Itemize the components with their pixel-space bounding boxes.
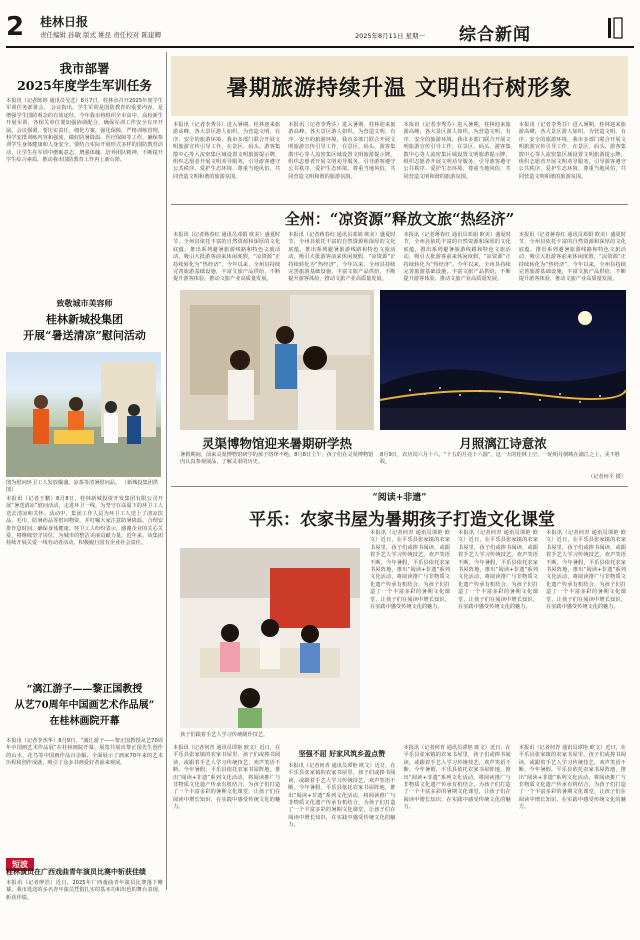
pingle-body-col: 本报讯（记者何青 通讯员谭艳 欧文）近日，在平乐县张家镇的农家书屋里，孩子们或捧书阅读，或跟着手艺人学习传统技艺，欢声笑语不断。今年暑假，平乐县依托农家书屋阵地，推出“阅读+非遗”系列文化活动，将阅读推广与非物质文化遗产传承有机结合，为孩子们打造了一个丰富多彩的暑期文化课堂，让孩子们在阅读中增长知识，在实践中感受传统文化的魅力。 bbox=[370, 530, 450, 611]
lead-headline: 暑期旅游持续升温 文明出行树形象 bbox=[226, 76, 573, 101]
headline-line: “漓江游子——黎正国教授 bbox=[26, 684, 143, 695]
pingle-body-col: 本报讯（记者何青 通讯员谭艳 欧文）近日，在平乐县张家镇的农家书屋里，孩子们或捧书阅读，或跟着手艺人学习传统技艺，欢声笑语不断。今年暑假，平乐县依托农家书屋阵地，推出“阅读+非遗”系列文化活动，将阅读推广与非物质文化遗产传承有机结合，为孩子们打造了一个丰富多彩的暑期文化课堂，让孩子们在阅读中增长知识，在实践中感受传统文化的魅力。 bbox=[403, 745, 511, 811]
divider bbox=[171, 486, 628, 487]
pingle-subhead: 坚强不屈 好家风筑乡盈点赞 bbox=[298, 750, 386, 758]
section-name: 综合新闻 bbox=[459, 25, 531, 45]
header-rule bbox=[6, 46, 634, 48]
headline-line: 桂林新城投集团 bbox=[46, 313, 123, 326]
moon-river-caption: 8月9日，农历闰六月十六，“十五的月亮十六圆”。这一天的桂林上空，一轮明月倒映在漓江之上，美不胜收。 bbox=[380, 452, 621, 465]
pingle-headline: 平乐：农家书屋为暑期孩子打造文化课堂 bbox=[249, 510, 555, 530]
headline-line: 开展“暑送清凉”慰问活动 bbox=[23, 329, 146, 342]
quanzhou-headline: 全州：“凉资源”释放文旅“热经济” bbox=[284, 210, 515, 228]
lead-body-col: 本报讯（记者李秀芬）进入暑期，桂林迎来旅游高峰，各大景区游人如织。为营造文明、有序、安全的旅游环境，我市多部门联合开展文明旅游宣传引导工作，在景区、码头、游客集散中心等人流密集区域设置文明旅游提示牌，组织志愿者开展文明劝导服务，引导游客遵守公共秩序、爱护生态环境、尊重当地风俗，共同营造文明和谐的旅游氛围。 bbox=[173, 122, 281, 180]
section-flag-icon bbox=[606, 16, 624, 40]
photo-credit: （记者何平 摄） bbox=[588, 474, 626, 480]
newspaper-name: 桂林日报 bbox=[40, 15, 89, 29]
headline-military-training bbox=[6, 60, 163, 94]
quanzhou-article bbox=[173, 232, 626, 288]
quanzhou-body-col: 本报讯（记者蒋春红 通讯员邓娟 欧美）盛夏时节，全州县依托丰富的自然资源和深厚的文化底蕴，推出系列避暑旅游线路和特色文旅活动，吸引大批游客前来休闲度假，“凉资源”正持续转化为“热经济”。今年以来，全州县持续完善旅游基础设施，丰富文旅产品供给，不断提升游客体验，推动文旅产业高质量发展。 bbox=[518, 232, 626, 283]
article-body: 本报讯（记者王鹏）8月8日，桂林新城投资开发集团有限公司开展“暑送清凉”慰问活动，走进环卫一线，为坚守在高温下的环卫工人送去清凉和关怀。活动中，集团工作人员为环卫工人送上了清凉饮品、毛巾、防暑药品等慰问物资，并叮嘱大家注意防暑降温，合理安排作息时间，确保身体健康。环卫工人纷纷表示，感谢企业的关心关爱，将继续坚守岗位，为城市的整洁美丽贡献力量。近年来，该集团持续开展关爱一线劳动者活动，积极履行国有企业社会责任。 bbox=[6, 496, 163, 547]
headline-line: 在桂林画院开幕 bbox=[49, 716, 120, 727]
pingle-subhead-col bbox=[288, 745, 395, 887]
brief-label: 短波 bbox=[6, 858, 34, 871]
pingle-kicker: “阅读+非遗” bbox=[372, 493, 427, 503]
quanzhou-body-col: 本报讯（记者蒋春红 通讯员邓娟 欧美）盛夏时节，全州县依托丰富的自然资源和深厚的文化底蕴，推出系列避暑旅游线路和特色文旅活动，吸引大批游客前来休闲度假，“凉资源”正持续转化为“热经济”。今年以来，全州县持续完善旅游基础设施，丰富文旅产品供给，不断提升游客体验，推动文旅产业高质量发展。 bbox=[288, 232, 396, 283]
pingle-article-top bbox=[370, 530, 626, 740]
page-header bbox=[0, 0, 640, 48]
headline-line: 从艺70周年中国画艺术作品展” bbox=[14, 700, 155, 711]
lead-body-col: 本报讯（记者李秀芬）进入暑期，桂林迎来旅游高峰，各大景区游人如织。为营造文明、有序、安全的旅游环境，我市多部门联合开展文明旅游宣传引导工作，在景区、码头、游客集散中心等人流密集区域设置文明旅游提示牌，组织志愿者开展文明劝导服务，引导游客遵守公共秩序、爱护生态环境、尊重当地风俗，共同营造文明和谐的旅游氛围。 bbox=[518, 122, 626, 180]
lead-body-col: 本报讯（记者李秀芬）进入暑期，桂林迎来旅游高峰，各大景区游人如织。为营造文明、有序、安全的旅游环境，我市多部门联合开展文明旅游宣传引导工作，在景区、码头、游客集散中心等人流密集区域设置文明旅游提示牌，组织志愿者开展文明劝导服务，引导游客遵守公共秩序、爱护生态环境、尊重当地风俗，共同营造文明和谐的旅游氛围。 bbox=[288, 122, 396, 180]
article-body bbox=[6, 98, 163, 288]
pingle-body-col: 本报讯（记者何青 通讯员谭艳 欧文）近日，在平乐县张家镇的农家书屋里，孩子们或捧书阅读，或跟着手艺人学习传统技艺，欢声笑语不断。今年暑假，平乐县依托农家书屋阵地，推出“阅读+非遗”系列文化活动，将阅读推广与非物质文化遗产传承有机结合，为孩子们打造了一个丰富多彩的暑期文化课堂，让孩子们在阅读中增长知识，在实践中感受传统文化的魅力。 bbox=[518, 745, 626, 811]
quanzhou-body-col: 本报讯（记者蒋春红 通讯员邓娟 欧美）盛夏时节，全州县依托丰富的自然资源和深厚的文化底蕴，推出系列避暑旅游线路和特色文旅活动，吸引大批游客前来休闲度假，“凉资源”正持续转化为“热经济”。今年以来，全州县持续完善旅游基础设施，丰富文旅产品供给，不断提升游客体验，推动文旅产业高质量发展。 bbox=[173, 232, 281, 283]
photo-caption bbox=[6, 480, 163, 494]
pingle-body-col: 本报讯（记者何青 通讯员谭艳 欧文）近日，在平乐县张家镇的农家书屋里，孩子们或捧书阅读，或跟着手艺人学习传统技艺，欢声笑语不断。今年暑假，平乐县依托农家书屋阵地，推出“阅读+非遗”系列文化活动，将阅读推广与非物质文化遗产传承有机结合，为孩子们打造了一个丰富多彩的暑期文化课堂，让孩子们在阅读中增长知识，在实践中感受传统文化的魅力。 bbox=[288, 763, 396, 829]
column-divider bbox=[166, 52, 167, 890]
pingle-article-bottom bbox=[173, 745, 626, 887]
pingle-body-col: 本报讯（记者何青 通讯员谭艳 欧文）近日，在平乐县张家镇的农家书屋里，孩子们或捧书阅读，或跟着手艺人学习传统技艺，欢声笑语不断。今年暑假，平乐县依托农家书屋阵地，推出“阅读+非遗”系列文化活动，将阅读推广与非物质文化遗产传承有机结合，为孩子们打造了一个丰富多彩的暑期文化课堂，让孩子们在阅读中增长知识，在实践中感受传统文化的魅力。 bbox=[173, 745, 281, 811]
lead-banner bbox=[171, 56, 628, 116]
issue-date: 2025年8月11日 星期一 bbox=[355, 32, 426, 40]
pingle-photo bbox=[180, 548, 360, 728]
article-body: 本报讯（记者李杰华）8月9日，“漓江游子——黎正国教授从艺70周年中国画艺术作品展”在桂林画院开幕。展览共展出黎正国先生创作的山水、花鸟等中国画作品百余幅，全面展示了画家70年来的艺术历程和创作成就，吸引了众多书画爱好者前来观展。 bbox=[6, 738, 163, 767]
kicker: 致敬城市美容师 bbox=[56, 299, 113, 308]
body-text: 会议指出，学生军训是国防教育的重要内容，是增强学生国防观念的有效途径。今年我市将组织全市高中、高校新生开展军训，各相关单位要加强协调配合，确保军训工作安全有序开展。会议强调，要压实责任，细化方案，强化保障，严格训练管理，科学安排训练内容和强度，做好防暑降温、医疗保障等工作，确保参训学生身体健康和人身安全。要结合实际开展形式多样的国防教育活动，让学生在军训中磨砺意志、增强体魄、培养团队精神，不断提升学生综合素质，推动我市国防教育工作再上新台阶。 bbox=[6, 105, 163, 164]
caption-text: 图为慰问环卫工人发放爆盛、凉茶等清暑慰问品。 bbox=[6, 480, 121, 486]
pingle-body-col: 本报讯（记者何青 通讯员谭艳 欧文）近日，在平乐县张家镇的农家书屋里，孩子们或捧书阅读，或跟着手艺人学习传统技艺，欢声笑语不断。今年暑假，平乐县依托农家书屋阵地，推出“阅读+非遗”系列文化活动，将阅读推广与非物质文化遗产传承有机结合，为孩子们打造了一个丰富多彩的暑期文化课堂，让孩子们在阅读中增长知识，在实践中感受传统文化的魅力。 bbox=[458, 530, 538, 611]
pingle-body-col: 本报讯（记者何青 通讯员谭艳 欧文）近日，在平乐县张家镇的农家书屋里，孩子们或捧书阅读，或跟着手艺人学习传统技艺，欢声笑语不断。今年暑假，平乐县依托农家书屋阵地，推出“阅读+非遗”系列文化活动，将阅读推广与非物质文化遗产传承有机结合，为孩子们打造了一个丰富多彩的暑期文化课堂，让孩子们在阅读中增长知识，在实践中感受传统文化的魅力。 bbox=[546, 530, 626, 611]
museum-photo-title: 灵渠博物馆迎来暑期研学热 bbox=[201, 436, 352, 451]
museum-photo bbox=[180, 290, 374, 430]
headline-city-investment bbox=[6, 312, 163, 344]
caption-credit: （新城投集团供图） bbox=[6, 480, 159, 493]
byline: 本报讯（记者陈婷 通讯员吴艺）8月7日，桂林市召开2025年度学生军训任务部署会。 bbox=[6, 98, 163, 112]
lead-article bbox=[173, 122, 626, 200]
page-number: 2 bbox=[6, 12, 25, 42]
workers-photo bbox=[6, 352, 161, 477]
headline-painting-exhibition bbox=[6, 682, 163, 730]
brief-title: 桂林演员在广西戏曲青年演员比赛中斩获佳绩 bbox=[6, 868, 146, 876]
workers-illustration bbox=[6, 352, 161, 477]
quanzhou-body-col: 本报讯（记者蒋春红 通讯员邓娟 欧美）盛夏时节，全州县依托丰富的自然资源和深厚的文化底蕴，推出系列避暑旅游线路和特色文旅活动，吸引大批游客前来休闲度假，“凉资源”正持续转化为“热经济”。今年以来，全州县持续完善旅游基础设施，丰富文旅产品供给，不断提升游客体验，推动文旅产业高质量发展。 bbox=[403, 232, 511, 283]
brief-body: 本报讯（记者廖浩）近日，2025年广西戏曲青年演员比赛落下帷幕。我市选送的多名青年演员凭借扎实的基本功和出色的舞台表现，斩获佳绩。 bbox=[6, 880, 163, 901]
pingle-illustration bbox=[180, 548, 360, 728]
staff-credits: 责任编辑 孙敏 版式 姚昆 责任校对 陈建卿 bbox=[40, 31, 161, 39]
museum-illustration bbox=[180, 290, 374, 430]
lead-body-col: 本报讯（记者李秀芬）进入暑期，桂林迎来旅游高峰，各大景区游人如织。为营造文明、有序、安全的旅游环境，我市多部门联合开展文明旅游宣传引导工作，在景区、码头、游客集散中心等人流密集区域设置文明旅游提示牌，组织志愿者开展文明劝导服务，引导游客遵守公共秩序、爱护生态环境、尊重当地风俗，共同营造文明和谐的旅游氛围。 bbox=[403, 122, 511, 180]
moon-river-illustration bbox=[380, 290, 626, 430]
divider bbox=[171, 204, 628, 205]
museum-photo-caption: 暑假期间，前来灵渠博物馆研学的孩子络绎不绝。8月8日上午，孩子们在灵渠博物馆内认真参观展品，了解灵渠的历史。 bbox=[180, 452, 374, 465]
left-column bbox=[6, 52, 163, 901]
moon-river-photo bbox=[380, 290, 626, 430]
headline-line: 2025年度学生军训任务 bbox=[17, 78, 152, 93]
moon-river-title: 月照漓江诗意浓 bbox=[459, 436, 547, 451]
headline-line: 我市部署 bbox=[59, 61, 110, 76]
pingle-caption: 孩子们跟着手艺人学习传统制作技艺。 bbox=[180, 732, 269, 738]
